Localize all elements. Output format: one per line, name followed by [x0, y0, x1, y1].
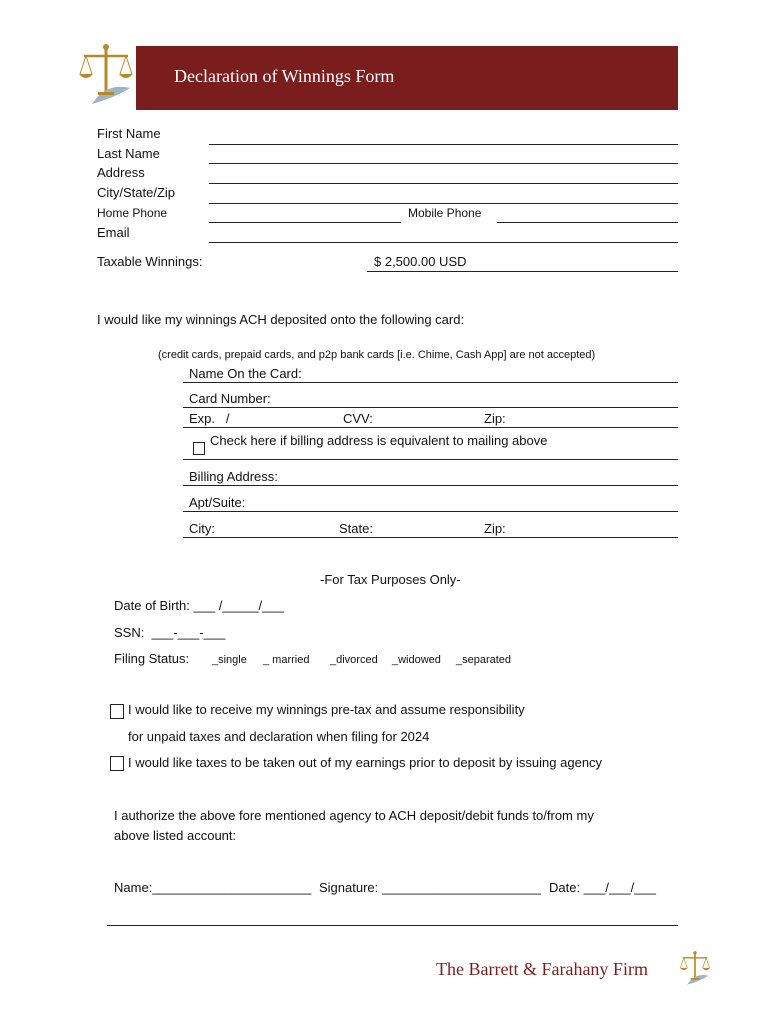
signature-date-field[interactable]: Date: ___/___/___ — [549, 880, 656, 895]
name-on-card-label: Name On the Card: — [189, 366, 302, 381]
filing-option-widowed[interactable]: _widowed — [392, 654, 441, 666]
taxable-winnings-label: Taxable Winnings: — [97, 254, 203, 269]
pretax-label-line2: for unpaid taxes and declaration when filing for 2024 — [128, 729, 430, 744]
dob-field[interactable]: Date of Birth: ___ /_____/___ — [114, 598, 284, 613]
mobile-phone-label: Mobile Phone — [408, 206, 482, 220]
footer-divider — [107, 925, 678, 926]
pretax-checkbox[interactable] — [110, 704, 124, 719]
logo-scales-icon — [78, 42, 134, 110]
last-name-label: Last Name — [97, 146, 160, 161]
withhold-checkbox[interactable] — [110, 756, 124, 771]
filing-status-label: Filing Status: — [114, 651, 190, 666]
address-label: Address — [97, 165, 145, 180]
first-name-label: First Name — [97, 126, 161, 141]
address-field[interactable] — [209, 183, 678, 184]
email-label: Email — [97, 225, 130, 240]
card-note: (credit cards, prepaid cards, and p2p bank cards [i.e. Chime, Cash App] are not accepted) — [158, 349, 596, 361]
header-bar — [136, 46, 678, 110]
mobile-phone-field[interactable] — [497, 222, 678, 223]
tax-heading: -For Tax Purposes Only- — [320, 572, 461, 587]
billing-same-label: Check here if billing address is equivalent to mailing above — [210, 433, 548, 448]
apt-suite-label: Apt/Suite: — [189, 495, 246, 510]
billing-zip-label: Zip: — [484, 521, 506, 536]
footer-firm-name: The Barrett & Farahany Firm — [436, 959, 648, 979]
withhold-label: I would like taxes to be taken out of my earnings prior to deposit by issuing agency — [128, 755, 603, 770]
card-intro: I would like my winnings ACH deposited onto the following card: — [97, 312, 465, 327]
form-title: Declaration of Winnings Form — [174, 66, 395, 86]
last-name-field[interactable] — [209, 163, 678, 164]
taxable-winnings-value: $ 2,500.00 USD — [374, 254, 467, 269]
apt-suite-field[interactable] — [183, 511, 678, 512]
city-state-zip-field[interactable] — [209, 203, 678, 204]
home-phone-label: Home Phone — [97, 206, 168, 220]
card-number-label: Card Number: — [189, 391, 271, 406]
taxable-winnings-underline — [367, 271, 678, 272]
billing-address-label: Billing Address: — [189, 469, 278, 484]
signature-name-field[interactable]: Name:______________________ — [114, 880, 312, 895]
exp-cvv-zip-field[interactable] — [183, 427, 678, 428]
cvv-label: CVV: — [343, 411, 373, 426]
card-zip-label: Zip: — [484, 411, 506, 426]
billing-city-label: City: — [189, 521, 215, 536]
name-on-card-field[interactable] — [183, 382, 678, 383]
filing-option-separated[interactable]: _separated — [456, 654, 512, 666]
city-state-zip-label: City/State/Zip — [97, 185, 176, 200]
billing-same-checkbox[interactable] — [193, 442, 205, 455]
footer-scales-icon — [678, 950, 712, 988]
filing-option-single[interactable]: _single — [212, 654, 247, 666]
card-number-field[interactable] — [183, 407, 678, 408]
filing-option-divorced[interactable]: _divorced — [330, 654, 378, 666]
city-state-zip-billing-field[interactable] — [183, 537, 678, 538]
email-field[interactable] — [209, 242, 678, 243]
billing-address-field[interactable] — [183, 485, 678, 486]
authorization-line1: I authorize the above fore mentioned agency to ACH deposit/debit funds to/from my — [114, 808, 594, 823]
ssn-field[interactable]: SSN: ___-___-___ — [114, 625, 226, 640]
first-name-field[interactable] — [209, 144, 678, 145]
filing-option-married[interactable]: _ married — [263, 654, 310, 666]
home-phone-field[interactable] — [209, 222, 401, 223]
billing-check-underline — [183, 459, 678, 460]
pretax-label-line1: I would like to receive my winnings pre-tax and assume responsibility — [128, 702, 525, 717]
exp-label: Exp. / — [189, 411, 230, 426]
authorization-line2: above listed account: — [114, 828, 237, 843]
billing-state-label: State: — [339, 521, 373, 536]
signature-field[interactable]: Signature: ______________________ — [319, 880, 541, 895]
